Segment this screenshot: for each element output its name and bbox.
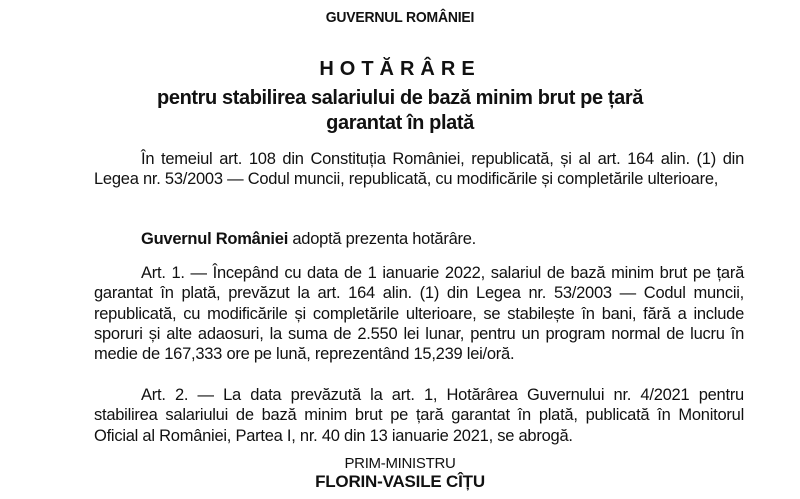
article-2-text: Art. 2. — La data prevăzută la art. 1, Hotărârea Guvernului nr. 4/2021 pentru stabilirea salariului de bază minim brut pe țară garantat în plată, publicată în Monitorul Oficial al României, Partea I, nr. 40 din 13 ianuarie 2021, se abrogă. xyxy=(94,386,744,445)
article-2 xyxy=(94,385,744,446)
adoption-subject: Guvernul României xyxy=(141,230,289,248)
adoption-verb: adoptă prezenta hotărâre. xyxy=(288,230,477,248)
signatory-role: PRIM-MINISTRU xyxy=(344,455,456,472)
issuer-heading: GUVERNUL ROMÂNIEI xyxy=(325,9,475,26)
preamble xyxy=(94,149,744,190)
article-1 xyxy=(94,263,744,364)
preamble-text: În temeiul art. 108 din Constituția României, republicată, și al art. 164 alin. (1) din Legea nr. 53/2003 — Codul muncii, republicată, cu modificările și completările ulterioare, xyxy=(94,150,744,189)
adoption-clause xyxy=(94,229,744,249)
signatory-name: FLORIN-VASILE CÎȚU xyxy=(315,472,485,491)
document-title xyxy=(0,86,800,136)
document-title-line-2: garantat în plată xyxy=(326,112,474,134)
adoption-text xyxy=(94,229,744,249)
article-1-text: Art. 1. — Începând cu data de 1 ianuarie 2022, salariul de bază minim brut pe țară garantat în plată, prevăzut la art. 164 alin. (1) din Legea nr. 53/2003 — Codul muncii, republicată, cu modificările și completările ulterioare, se stabilește în bani, fără a include sporuri și alte adaosuri, la suma de 2.550 lei lunar, pentru un program normal de lucru în medie de 167,333 ore pe lună, reprezentând 15,239 lei/oră. xyxy=(94,264,744,364)
document-title-line-1: pentru stabilirea salariului de bază minim brut pe țară xyxy=(157,87,643,109)
document-type-heading: HOTĂRÂRE xyxy=(319,58,481,80)
